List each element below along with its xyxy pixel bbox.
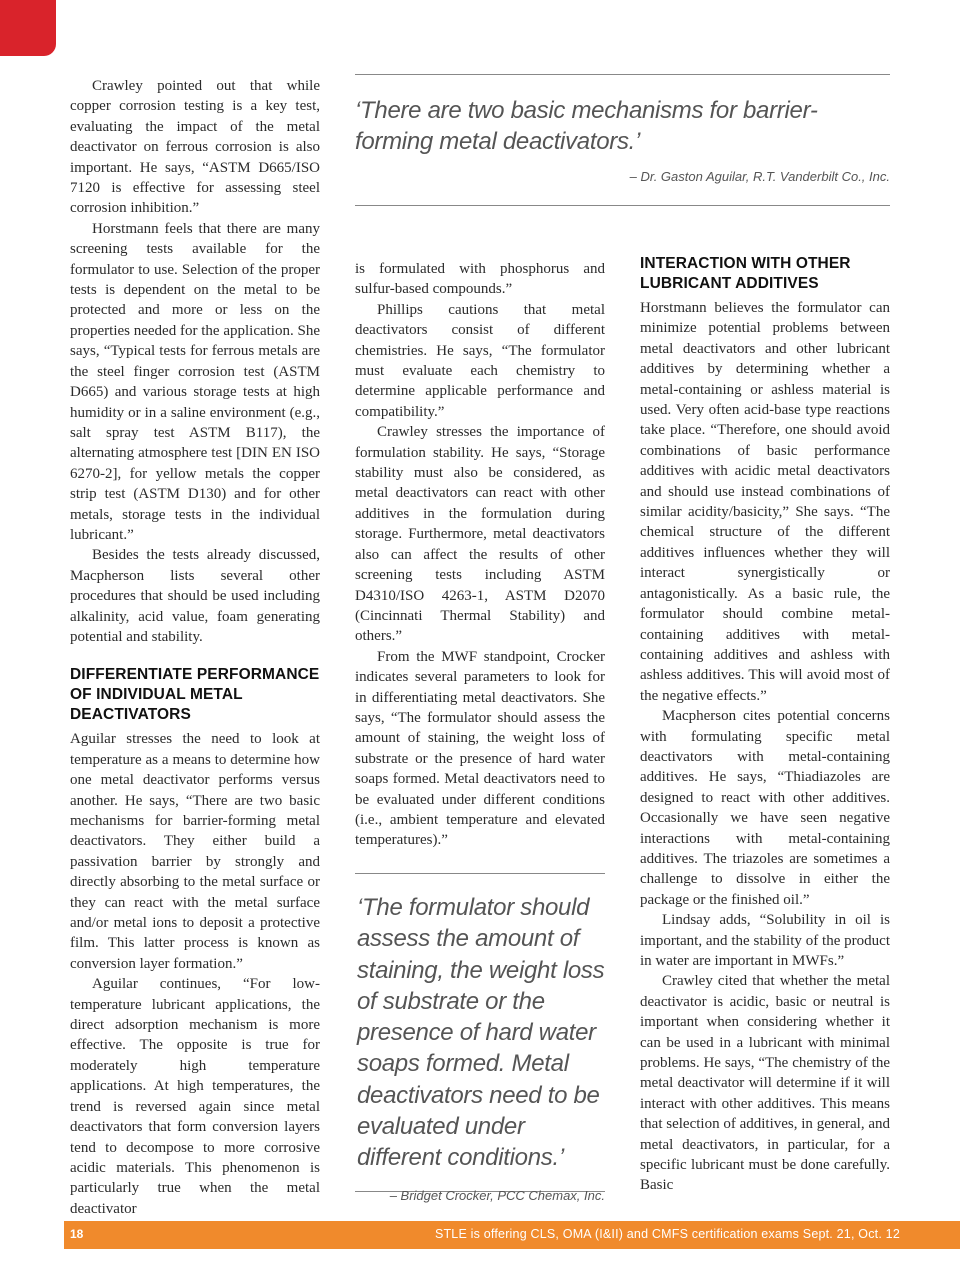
paragraph: is formulated with phosphorus and sulfur-based compounds.” (355, 261, 605, 298)
column-2 (355, 259, 605, 851)
paragraph: Lindsay adds, “Solubility in oil is important, and the stability of the product in water are important in MWFs.” (640, 912, 890, 969)
paragraph: From the MWF standpoint, Crocker indicates several parameters to look for in differentiating metal deactivators. She says, “The formulator should assess the amount of staining, the weight loss of substrate or the presence of hard water soaps formed. Metal deactivators need to be evaluated under different conditions (i.e., ambient temperature and elevated temperatures).” (355, 648, 605, 849)
paragraph: Besides the tests already discussed, Macpherson lists several other procedures that should be used including alkalinity, acid value, foam generating potential and stability. (70, 547, 320, 645)
column-3 (640, 254, 890, 1196)
pull-quote-text: ‘The formulator should assess the amount of staining, the weight loss of substrate or the presence of hard water soaps formed. Metal deactivators need to be evaluated under different conditions.’ (357, 894, 605, 1172)
paragraph: Crawley stresses the importance of formulation stability. He says, “Storage stability must also be considered, as metal deactivators can react with other additives in the formulation during storage. Furthermore, metal deactivators also can affect the results of other screening tests including ASTM D4310/ISO 4263-1, ASTM D2070 (Cincinnati Thermal Stability) and others.” (355, 424, 605, 645)
pull-quote-middle (355, 873, 605, 1203)
pull-quote-attribution: – Bridget Crocker, PCC Chemax, Inc. (389, 1187, 605, 1203)
footer-banner: STLE is offering CLS, OMA (I&II) and CMFS certification exams Sept. 21, Oct. 12 (434, 1227, 900, 1241)
paragraph: Macpherson cites potential concerns with formulating specific metal deactivators with metal-containing additives. He says, “Thiadiazoles are designed to react with other additives. Occasionally we have seen negative interactions with metal-containing additives. The triazoles are sometimes a challenge to dissolve in either the package or the finished oil.” (640, 708, 890, 908)
paragraph: Aguilar stresses the need to look at temperature as a means to determine how one metal deactivator performs versus another. He says, “There are two basic mechanisms for barrier-forming metal deactivators. They either build a passivation barrier by strongly and directly absorbing to the metal surface or they can react with the metal surface and/or metal ions to deposit a protective film. This latter process is known as conversion layer formation.” (70, 731, 320, 972)
paragraph: Aguilar continues, “For low-temperature lubricant applications, the direct adsorption mechanism is more effective. The opposite is true for moderately high temperature applications. At high temperatures, the trend is reversed again since metal deactivators that form conversion layers tend to decompose to more corrosive acidic materials. This phenomenon is particularly true when the metal deactivator (70, 976, 320, 1217)
column-1 (70, 76, 320, 1219)
paragraph: Phillips cautions that metal deactivators consist of different chemistries. He says, “The formulator must evaluate each chemistry to determine applicable performance and compatibility.” (355, 301, 605, 420)
paragraph: Horstmann believes the formulator can minimize potential problems between metal deactivators and other lubricant additives by determining whether a metal-containing or ashless material is used. Very often acid-base type reactions take place. “Therefore, one should avoid combinations of basic performance additives with acidic metal deactivators and should use instead combinations of similar acidity/basicity,” She says. “The chemical structure of the different additives influences whether they will interact synergistically or antagonistically. As a basic rule, the formulator should combine metal-containing additives with metal-containing additives and ashless with ashless additives. This will avoid most of the negative effects.” (640, 300, 890, 704)
pull-quote-attribution: – Dr. Gaston Aguilar, R.T. Vanderbilt Co., Inc. (629, 169, 890, 184)
paragraph: Crawley cited that whether the metal deactivator is acidic, basic or neutral is important when considering whether it can be used in a lubricant with minimal problems. He says, “The chemistry of the metal deactivator will determine if it will interact with other additives. This means that selection of additives, in general, and metal deactivators, in particular, for a specific lubricant must be done carefully. Basic (640, 973, 890, 1194)
section-heading-differentiate: DIFFERENTIATE PERFORMANCE OF INDIVIDUAL METAL DEACTIVATORS (70, 666, 320, 724)
footer-bar (64, 1221, 960, 1249)
pull-quote-top (355, 74, 890, 206)
section-heading-interaction: INTERACTION WITH OTHER LUBRICANT ADDITIVES (640, 255, 851, 292)
paragraph: Crawley pointed out that while copper corrosion testing is a key test, evaluating the impact of the metal deactivator on ferrous corrosion is also important. He says, “ASTM D665/ISO 7120 is effective for assessing steel corrosion inhibition.” (70, 78, 320, 217)
corner-tab (0, 0, 56, 56)
pull-quote-text: ‘There are two basic mechanisms for barrier-forming metal deactivators.’ (355, 97, 818, 155)
page-number: 18 (70, 1227, 84, 1241)
paragraph: Horstmann feels that there are many screening tests available for the formulator to use. Selection of the proper tests is dependent on the metal to be protected and more or less on the properties needed for the application. She says, “Typical tests for ferrous metals are the steel finger corrosion test (ASTM D665) and various storage tests at high humidity or in a saline environment (e.g., salt spray test ASTM B117), the alternating atmosphere test [DIN EN ISO 6270-2], for yellow metals the copper strip test (ASTM D130) and for other metals, storage tests in the individual lubricant.” (70, 220, 320, 543)
